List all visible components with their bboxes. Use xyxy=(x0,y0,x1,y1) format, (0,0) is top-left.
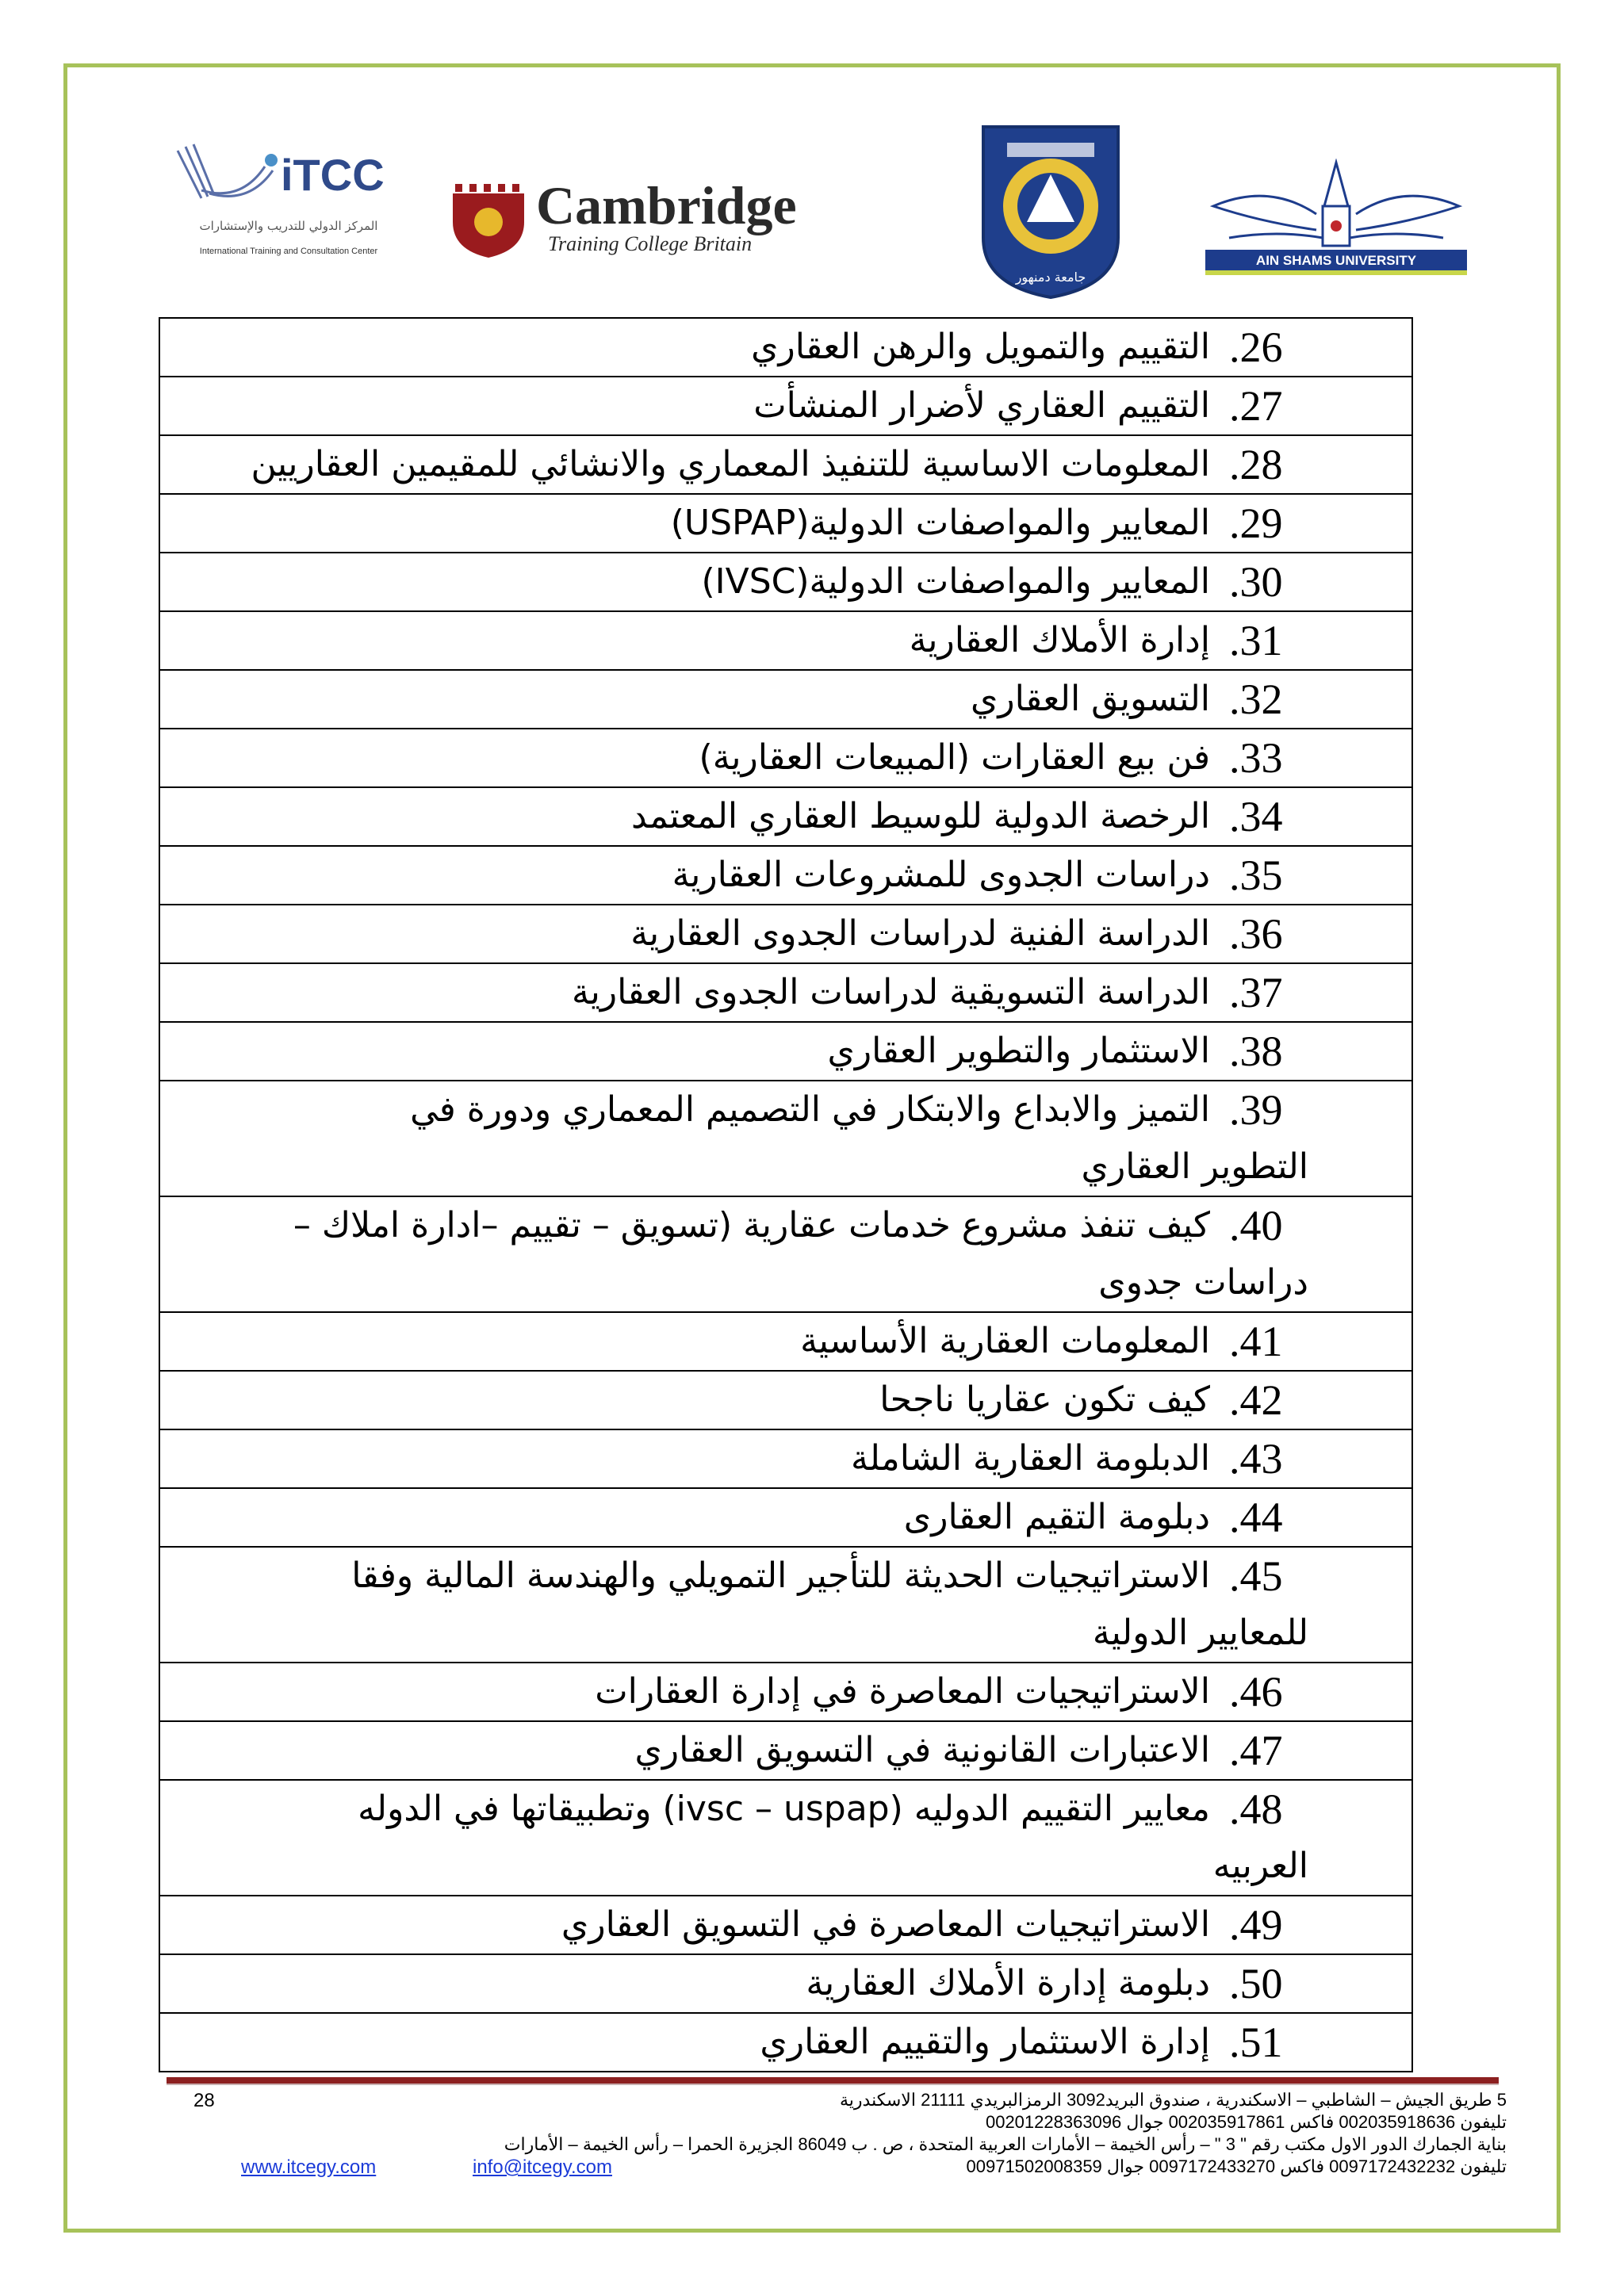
course-title-line: التميز والابداع والابتكار في التصميم المعماري ودورة في xyxy=(410,1089,1210,1130)
course-cell xyxy=(159,553,1412,611)
course-row xyxy=(159,494,1412,553)
course-row xyxy=(159,1429,1412,1488)
course-row xyxy=(159,377,1412,435)
course-title-line: المعلومات العقارية الأساسية xyxy=(800,1321,1210,1361)
svg-text:Training College Britain: Training College Britain xyxy=(548,232,753,255)
course-title-line: معايير التقييم الدوليه (ivsc – uspap) وتطبيقاتها في الدوله xyxy=(358,1789,1210,1829)
course-title xyxy=(160,1955,1229,2012)
course-cell xyxy=(159,963,1412,1022)
svg-text:Cambridge: Cambridge xyxy=(536,175,797,235)
course-title-continuation: التطوير العقاري xyxy=(1081,1146,1308,1187)
course-row xyxy=(159,670,1412,729)
course-cell xyxy=(159,2013,1412,2072)
courses-table xyxy=(159,317,1413,2072)
footer-address-uae: بناية الجمارك الدور الاول مكتب رقم " 3 " – رأس الخيمة – الأمارات العربية المتحدة ، ص . ب 86049 الجزيرة الحمرا – رأس الخيمة – الأمارات xyxy=(504,2134,1507,2154)
cambridge-logo xyxy=(449,166,853,262)
course-title-line: التقييم العقاري لأضرار المنشأت xyxy=(753,385,1210,426)
course-number: .44 xyxy=(1229,1494,1283,1541)
footer-divider xyxy=(167,2077,1499,2085)
course-title xyxy=(160,553,1229,610)
course-cell xyxy=(159,494,1412,553)
course-row xyxy=(159,905,1412,963)
course-number: .33 xyxy=(1229,734,1283,782)
svg-text:المركز الدولي للتدريب والإستشا: المركز الدولي للتدريب والإستشارات xyxy=(199,219,378,233)
course-title-line: المعلومات الاساسية للتنفيذ المعماري والانشائي للمقيمين العقاريين xyxy=(251,444,1210,484)
course-row xyxy=(159,1721,1412,1780)
course-title-line: الرخصة الدولية للوسيط العقاري المعتمد xyxy=(631,796,1210,836)
course-title-line: التقييم والتمويل والرهن العقاري xyxy=(751,327,1210,367)
course-title-line: دبلومة إدارة الأملاك العقارية xyxy=(806,1963,1210,2003)
page-number: 28 xyxy=(193,2090,215,2111)
course-row xyxy=(159,1022,1412,1081)
course-row xyxy=(159,1312,1412,1371)
course-row xyxy=(159,1954,1412,2013)
course-row xyxy=(159,846,1412,905)
course-number: .49 xyxy=(1229,1901,1283,1949)
course-title xyxy=(160,377,1229,434)
course-title xyxy=(160,671,1229,728)
course-number: .41 xyxy=(1229,1318,1283,1365)
course-title-line: إدارة الاستثمار والتقييم العقاري xyxy=(760,2022,1210,2062)
course-number: .51 xyxy=(1229,2019,1283,2066)
course-row xyxy=(159,729,1412,787)
course-row xyxy=(159,1488,1412,1547)
course-number: .50 xyxy=(1229,1960,1283,2007)
course-title xyxy=(160,1663,1229,1720)
course-number: .29 xyxy=(1229,499,1283,547)
course-title xyxy=(160,436,1229,493)
course-cell xyxy=(159,377,1412,435)
email-link[interactable]: info@itcegy.com xyxy=(473,2156,612,2178)
course-row xyxy=(159,1896,1412,1954)
course-title xyxy=(160,1781,1229,1838)
course-number: .26 xyxy=(1229,323,1283,371)
course-cell xyxy=(159,846,1412,905)
course-title xyxy=(160,729,1229,786)
course-title-line: الدبلومة العقارية الشاملة xyxy=(850,1438,1210,1479)
course-row xyxy=(159,1547,1412,1663)
course-title-line: دراسات الجدوى للمشروعات العقارية xyxy=(672,855,1210,895)
course-title xyxy=(160,1081,1229,1138)
course-title-line: الاستراتيجيات الحديثة للتأجير التمويلي والهندسة المالية وفقا xyxy=(351,1556,1210,1596)
course-title-line: إدارة الأملاك العقارية xyxy=(909,620,1210,660)
course-row xyxy=(159,553,1412,611)
course-row xyxy=(159,1081,1412,1196)
course-title xyxy=(160,788,1229,845)
course-number: .30 xyxy=(1229,558,1283,606)
course-row xyxy=(159,435,1412,494)
course-number: .47 xyxy=(1229,1727,1283,1774)
course-title xyxy=(160,1548,1229,1605)
course-cell xyxy=(159,318,1412,377)
course-row xyxy=(159,2013,1412,2072)
course-cell xyxy=(159,1721,1412,1780)
course-title-line: كيف تكون عقاريا ناجحا xyxy=(879,1380,1210,1420)
svg-text:جامعة دمنهور: جامعة دمنهور xyxy=(1015,270,1086,285)
course-number: .36 xyxy=(1229,910,1283,958)
svg-text:iTCC: iTCC xyxy=(281,150,385,200)
course-cell xyxy=(159,1780,1412,1896)
course-row xyxy=(159,1780,1412,1896)
course-cell xyxy=(159,905,1412,963)
svg-text:International Training and Con: International Training and Consultation Center xyxy=(199,247,378,256)
course-row xyxy=(159,611,1412,670)
course-title-continuation: دراسات جدوى xyxy=(1098,1262,1308,1303)
course-title xyxy=(160,1372,1229,1429)
course-cell xyxy=(159,1371,1412,1429)
course-number: .45 xyxy=(1229,1552,1283,1600)
course-title-line: الدراسة التسويقية لدراسات الجدوى العقارية xyxy=(572,972,1210,1012)
course-title-line: الاستراتيجيات المعاصرة في التسويق العقاري xyxy=(561,1904,1210,1945)
course-number: .31 xyxy=(1229,617,1283,664)
course-number: .43 xyxy=(1229,1435,1283,1483)
course-title-line: دبلومة التقيم العقارى xyxy=(903,1497,1210,1537)
course-title xyxy=(160,905,1229,962)
course-title-line: فن بيع العقارات (المبيعات العقارية) xyxy=(699,737,1210,778)
course-number: .28 xyxy=(1229,441,1283,488)
course-title-line: الاستثمار والتطوير العقاري xyxy=(827,1031,1210,1071)
course-title xyxy=(160,1722,1229,1779)
course-number: .32 xyxy=(1229,675,1283,723)
course-number: .48 xyxy=(1229,1785,1283,1833)
course-cell xyxy=(159,1081,1412,1196)
course-title-line: التسويق العقاري xyxy=(970,679,1210,719)
course-title xyxy=(160,1313,1229,1370)
course-cell xyxy=(159,1312,1412,1371)
ain-shams-university-logo xyxy=(1197,159,1475,277)
course-cell xyxy=(159,729,1412,787)
website-link[interactable]: www.itcegy.com xyxy=(241,2156,377,2178)
course-cell xyxy=(159,1954,1412,2013)
course-title xyxy=(160,2014,1229,2071)
course-title xyxy=(160,847,1229,904)
course-title xyxy=(160,1023,1229,1080)
course-title xyxy=(160,1197,1229,1254)
footer-address-egypt: 5 طريق الجيش – الشاطبي – الاسكندرية ، صندوق البريد3092 الرمزالبريدي 21111 الاسكندرية xyxy=(839,2090,1507,2110)
course-cell xyxy=(159,1196,1412,1312)
course-title-line: الدراسة الفنية لدراسات الجدوى العقارية xyxy=(630,913,1210,954)
course-cell xyxy=(159,787,1412,846)
course-title xyxy=(160,1430,1229,1487)
course-title xyxy=(160,612,1229,669)
course-title-continuation: العربيه xyxy=(1212,1846,1308,1886)
course-cell xyxy=(159,1663,1412,1721)
damanhour-university-logo xyxy=(975,119,1126,301)
course-title xyxy=(160,319,1229,376)
course-title-continuation: للمعايير الدولية xyxy=(1092,1613,1308,1653)
footer-contacts-uae: تليفون 0097172432232 فاكس 0097172433270 جوال 00971502008359 xyxy=(966,2156,1507,2176)
course-number: .38 xyxy=(1229,1027,1283,1075)
course-cell xyxy=(159,1547,1412,1663)
course-row xyxy=(159,1196,1412,1312)
course-title-line: الاستراتيجيات المعاصرة في إدارة العقارات xyxy=(595,1671,1210,1712)
course-number: .40 xyxy=(1229,1202,1283,1249)
footer-contacts-egypt: تليفون 002035918636 فاكس 002035917861 جوال 00201228363096 xyxy=(985,2112,1507,2132)
course-number: .39 xyxy=(1229,1086,1283,1134)
course-number: .27 xyxy=(1229,382,1283,430)
course-cell xyxy=(159,1896,1412,1954)
course-title-line: المعايير والمواصفات الدولية(IVSC) xyxy=(701,561,1210,602)
course-row xyxy=(159,1663,1412,1721)
course-row xyxy=(159,1371,1412,1429)
itcc-logo xyxy=(170,135,400,270)
course-title-line: كيف تنفذ مشروع خدمات عقارية (تسويق – تقييم –ادارة املاك – xyxy=(293,1205,1210,1246)
course-row xyxy=(159,963,1412,1022)
course-row xyxy=(159,318,1412,377)
course-cell xyxy=(159,435,1412,494)
svg-text:AIN SHAMS UNIVERSITY: AIN SHAMS UNIVERSITY xyxy=(1255,253,1417,268)
header-logos xyxy=(159,111,1475,301)
footer xyxy=(159,2090,1507,2201)
course-title-line: المعايير والمواصفات الدولية(USPAP) xyxy=(670,503,1210,543)
course-number: .46 xyxy=(1229,1668,1283,1716)
course-cell xyxy=(159,1488,1412,1547)
course-cell xyxy=(159,1022,1412,1081)
course-title xyxy=(160,1896,1229,1954)
course-number: .35 xyxy=(1229,851,1283,899)
course-cell xyxy=(159,670,1412,729)
course-number: .42 xyxy=(1229,1376,1283,1424)
course-cell xyxy=(159,1429,1412,1488)
course-number: .37 xyxy=(1229,969,1283,1016)
course-row xyxy=(159,787,1412,846)
course-cell xyxy=(159,611,1412,670)
course-number: .34 xyxy=(1229,793,1283,840)
course-title xyxy=(160,964,1229,1021)
course-title xyxy=(160,495,1229,552)
course-title xyxy=(160,1489,1229,1546)
course-title-line: الاعتبارات القانونية في التسويق العقاري xyxy=(634,1730,1210,1770)
